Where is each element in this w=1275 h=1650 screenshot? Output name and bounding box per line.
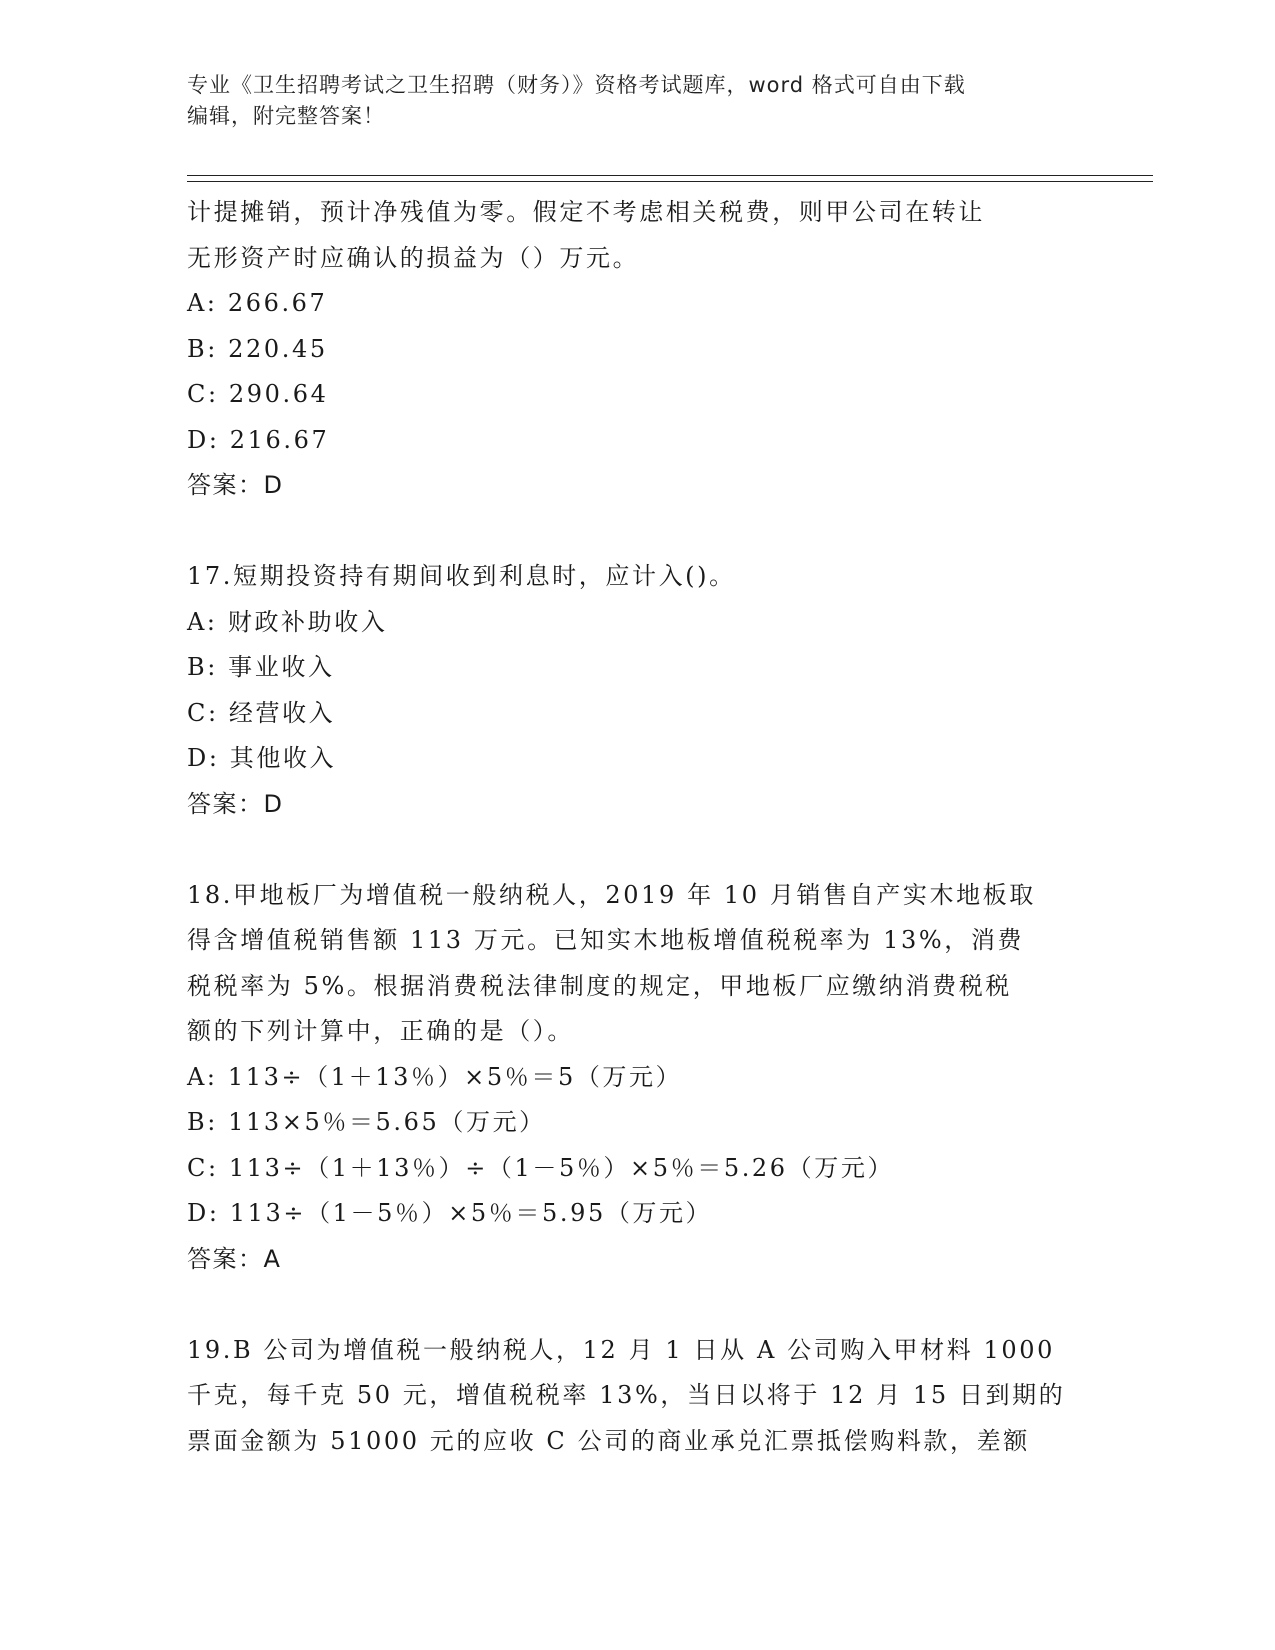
option-d: D: 113÷（1－5％）×5％＝5.95（万元）: [187, 1199, 713, 1227]
question-text-line: 17.短期投资持有期间收到利息时，应计入()。: [187, 562, 736, 590]
option-d: D: 216.67: [187, 425, 330, 454]
answer: 答案：A: [187, 1244, 282, 1273]
header-line-1: 专业《卫生招聘考试之卫生招聘（财务）》资格考试题库，word 格式可自由下载: [187, 73, 966, 97]
question-text-line: 千克，每千克 50 元，增值税税率 13%，当日以将于 12 月 15 日到期的: [187, 1381, 1066, 1409]
question-text-line: 税税率为 5%。根据消费税法律制度的规定，甲地板厂应缴纳消费税税: [187, 971, 1012, 1000]
question-19: [187, 1328, 1087, 1465]
option-b: B: 事业收入: [187, 653, 335, 681]
question-content: [187, 190, 1087, 1464]
option-a: A: 266.67: [187, 289, 328, 317]
header-divider-top: [187, 175, 1153, 176]
question-text-line: 计提摊销，预计净残值为零。假定不考虑相关税费，则甲公司在转让: [187, 198, 985, 226]
document-header: [187, 70, 1087, 132]
question-18: [187, 873, 1087, 1283]
option-b: B: 220.45: [187, 334, 328, 363]
spacer: [187, 1282, 1087, 1328]
option-c: C: 290.64: [187, 380, 329, 408]
header-line-2: 编辑，附完整答案！: [187, 104, 385, 128]
answer: 答案：D: [187, 471, 284, 499]
spacer: [187, 509, 1087, 555]
header-divider-bottom: [187, 181, 1153, 182]
option-c: C: 经营收入: [187, 698, 336, 727]
option-d: D: 其他收入: [187, 744, 337, 772]
option-b: B: 113×5％＝5.65（万元）: [187, 1108, 546, 1136]
spacer: [187, 827, 1087, 873]
option-a: A: 113÷（1＋13％）×5％＝5（万元）: [187, 1062, 683, 1091]
question-text-line: 19.B 公司为增值税一般纳税人，12 月 1 日从 A 公司购入甲材料 1000: [187, 1335, 1056, 1364]
question-16: [187, 190, 1087, 509]
question-text-line: 得含增值税销售额 113 万元。已知实木地板增值税税率为 13%，消费: [187, 926, 1025, 954]
option-a: A: 财政补助收入: [187, 607, 388, 636]
question-text-line: 额的下列计算中，正确的是（）。: [187, 1017, 574, 1045]
question-text-line: 18.甲地板厂为增值税一般纳税人，2019 年 10 月销售自产实木地板取: [187, 880, 1036, 909]
question-17: [187, 554, 1087, 827]
option-c: C: 113÷（1＋13％）÷（1－5％）×5％＝5.26（万元）: [187, 1153, 895, 1182]
answer: 答案：D: [187, 789, 284, 818]
question-text-line: 票面金额为 51000 元的应收 C 公司的商业承兑汇票抵偿购料款，差额: [187, 1426, 1030, 1455]
question-text-line: 无形资产时应确认的损益为（）万元。: [187, 243, 640, 272]
